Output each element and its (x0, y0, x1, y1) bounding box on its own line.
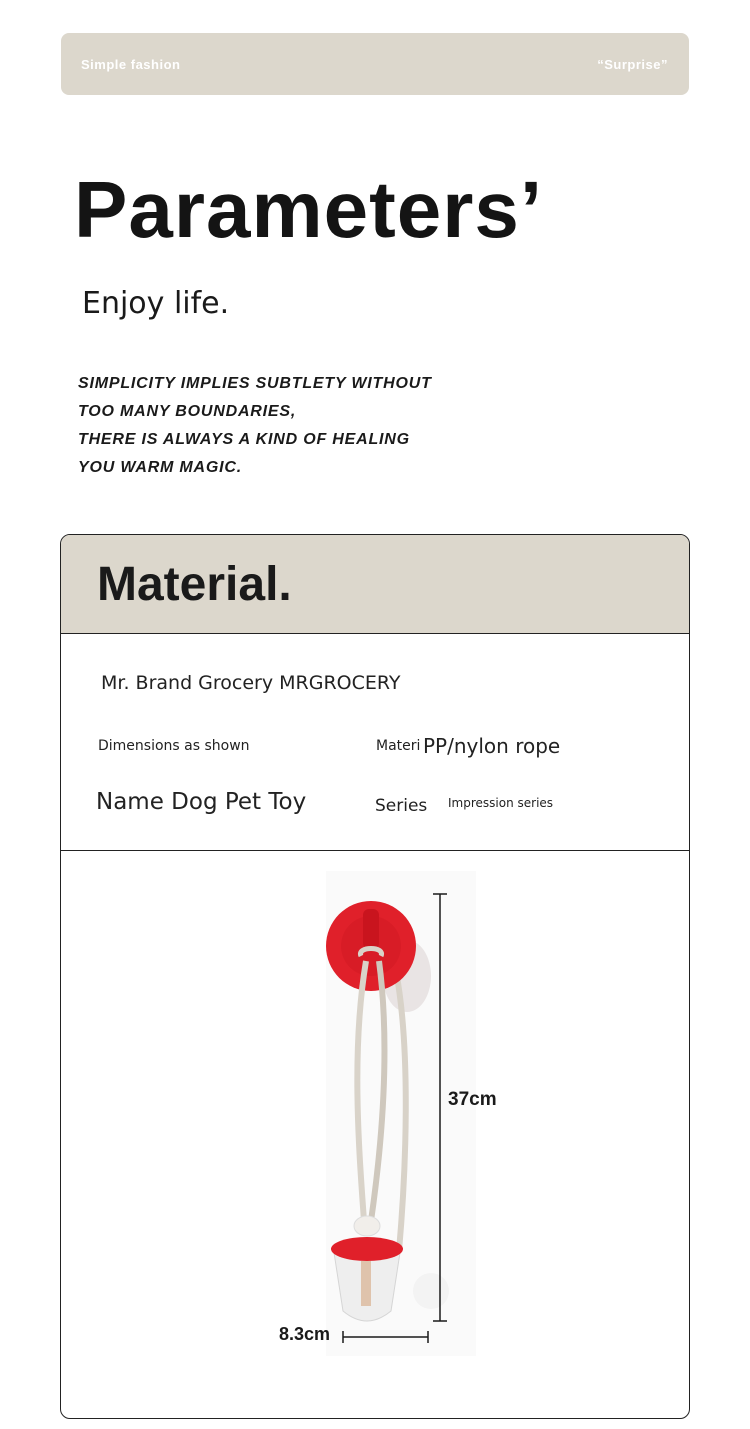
series-value: Impression series (448, 796, 554, 810)
material-card (60, 534, 690, 1419)
dog-toy-illustration (61, 851, 689, 1418)
product-figure (61, 851, 689, 1418)
brand-text: Mr. Brand Grocery MRGROCERY (101, 672, 401, 694)
slogan-line: YOU WARM MAGIC. (78, 459, 242, 476)
width-label: 8.3cm (279, 1324, 331, 1344)
material-info (61, 634, 689, 851)
slogan (78, 370, 432, 482)
page-title: Parameters’ (74, 165, 544, 254)
material-heading: Material. (97, 558, 292, 611)
material-label: Materi (376, 738, 421, 754)
top-banner (61, 33, 689, 95)
banner-right-text: “Surprise” (597, 57, 668, 72)
slogan-line: SIMPLICITY IMPLIES SUBTLETY WITHOUT (78, 375, 432, 392)
page-subtitle: Enjoy life. (82, 286, 230, 321)
material-card-header (61, 535, 689, 634)
dimensions-text: Dimensions as shown (98, 738, 250, 754)
banner-left-text: Simple fashion (81, 57, 181, 72)
material-value: PP/nylon rope (423, 734, 561, 758)
product-name: Name Dog Pet Toy (96, 789, 307, 815)
slogan-line: TOO MANY BOUNDARIES, (78, 403, 297, 420)
slogan-line: THERE IS ALWAYS A KIND OF HEALING (78, 431, 410, 448)
height-label: 37cm (448, 1089, 497, 1110)
series-label: Series (375, 796, 428, 816)
